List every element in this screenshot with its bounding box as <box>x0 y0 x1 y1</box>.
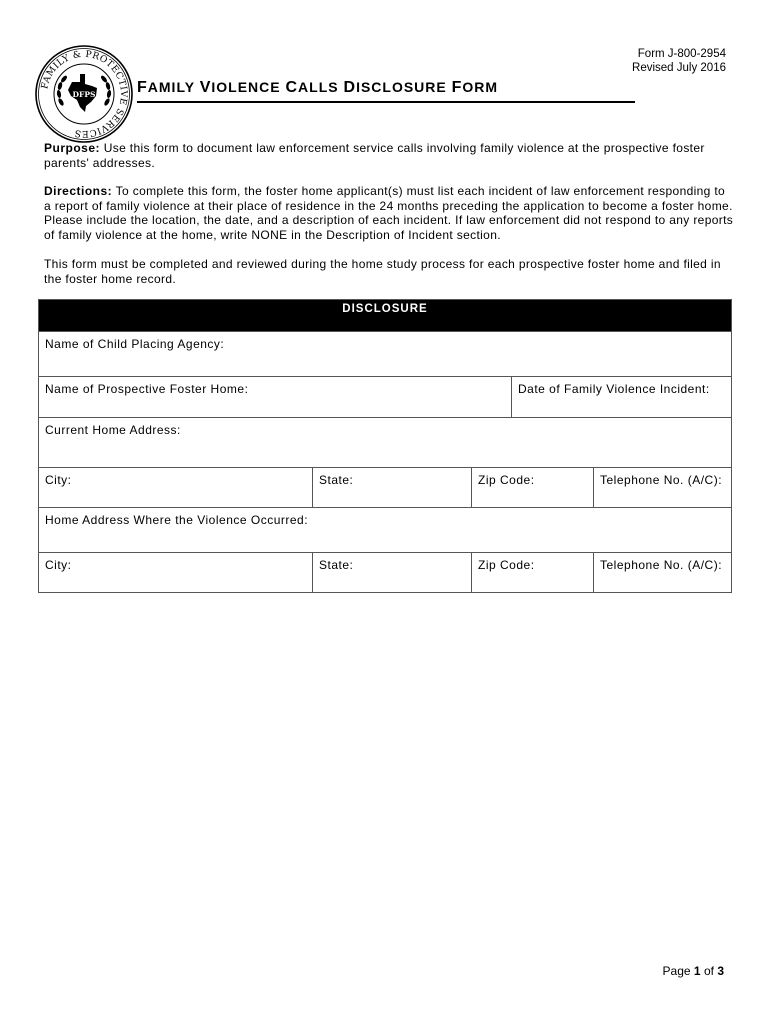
directions-text: To complete this form, the foster home applicant(s) must list each incident of law enforcement responding to a report of family violence at their place of residence in the 24 months preceding the application to become a foster home. Please include the location, the date, and a description of each incident. If law enforcement did not respond to any reports of family violence at the home, write NONE in the Description of Incident section. <box>44 184 734 242</box>
violence-phone-field[interactable]: Telephone No. (A/C): <box>593 553 733 592</box>
row-current-address <box>39 417 731 467</box>
form-meta <box>632 47 726 75</box>
seal-center-text: DFPS <box>72 90 96 99</box>
current-city-field[interactable]: City: <box>45 473 72 487</box>
page-number: Page 1 of 3 <box>662 964 724 978</box>
violence-state-field[interactable]: State: <box>312 553 471 592</box>
directions-paragraph <box>44 184 734 242</box>
current-zip-field[interactable]: Zip Code: <box>471 468 593 507</box>
purpose-text: Use this form to document law enforcement service calls involving family violence at the prospective foster parents' addresses. <box>44 141 705 170</box>
violence-city-field[interactable]: City: <box>45 558 72 572</box>
revised-date: Revised July 2016 <box>632 62 726 74</box>
filing-note: This form must be completed and reviewed during the home study process for each prospective foster home and filed in the foster home record. <box>44 257 721 286</box>
disclosure-heading: DISCLOSURE <box>39 300 731 331</box>
incident-date-field[interactable]: Date of Family Violence Incident: <box>511 377 733 417</box>
dfps-seal-logo <box>34 44 134 144</box>
child-placing-agency-field[interactable]: Name of Child Placing Agency: <box>45 337 225 351</box>
directions-label: Directions: <box>44 184 113 198</box>
disclosure-table <box>38 299 732 593</box>
seal-ring-text: FAMILY & PROTECTIVE SERVICES <box>39 48 130 140</box>
page-title: FAMILY VIOLENCE CALLS DISCLOSURE FORM <box>137 79 499 96</box>
prospective-foster-home-field[interactable]: Name of Prospective Foster Home: <box>45 382 249 396</box>
row-violence-address <box>39 507 731 552</box>
current-home-address-field[interactable]: Current Home Address: <box>45 423 181 437</box>
row-violence-city <box>39 552 731 592</box>
row-child-placing-agency <box>39 331 731 376</box>
violence-zip-field[interactable]: Zip Code: <box>471 553 593 592</box>
row-current-city <box>39 467 731 507</box>
violence-address-field[interactable]: Home Address Where the Violence Occurred: <box>45 513 309 527</box>
row-foster-home <box>39 376 731 417</box>
purpose-label: Purpose: <box>44 141 101 155</box>
current-phone-field[interactable]: Telephone No. (A/C): <box>593 468 733 507</box>
title-rule <box>137 101 635 103</box>
form-number: Form J-800-2954 <box>637 48 726 60</box>
purpose-paragraph <box>44 141 734 170</box>
current-state-field[interactable]: State: <box>312 468 471 507</box>
